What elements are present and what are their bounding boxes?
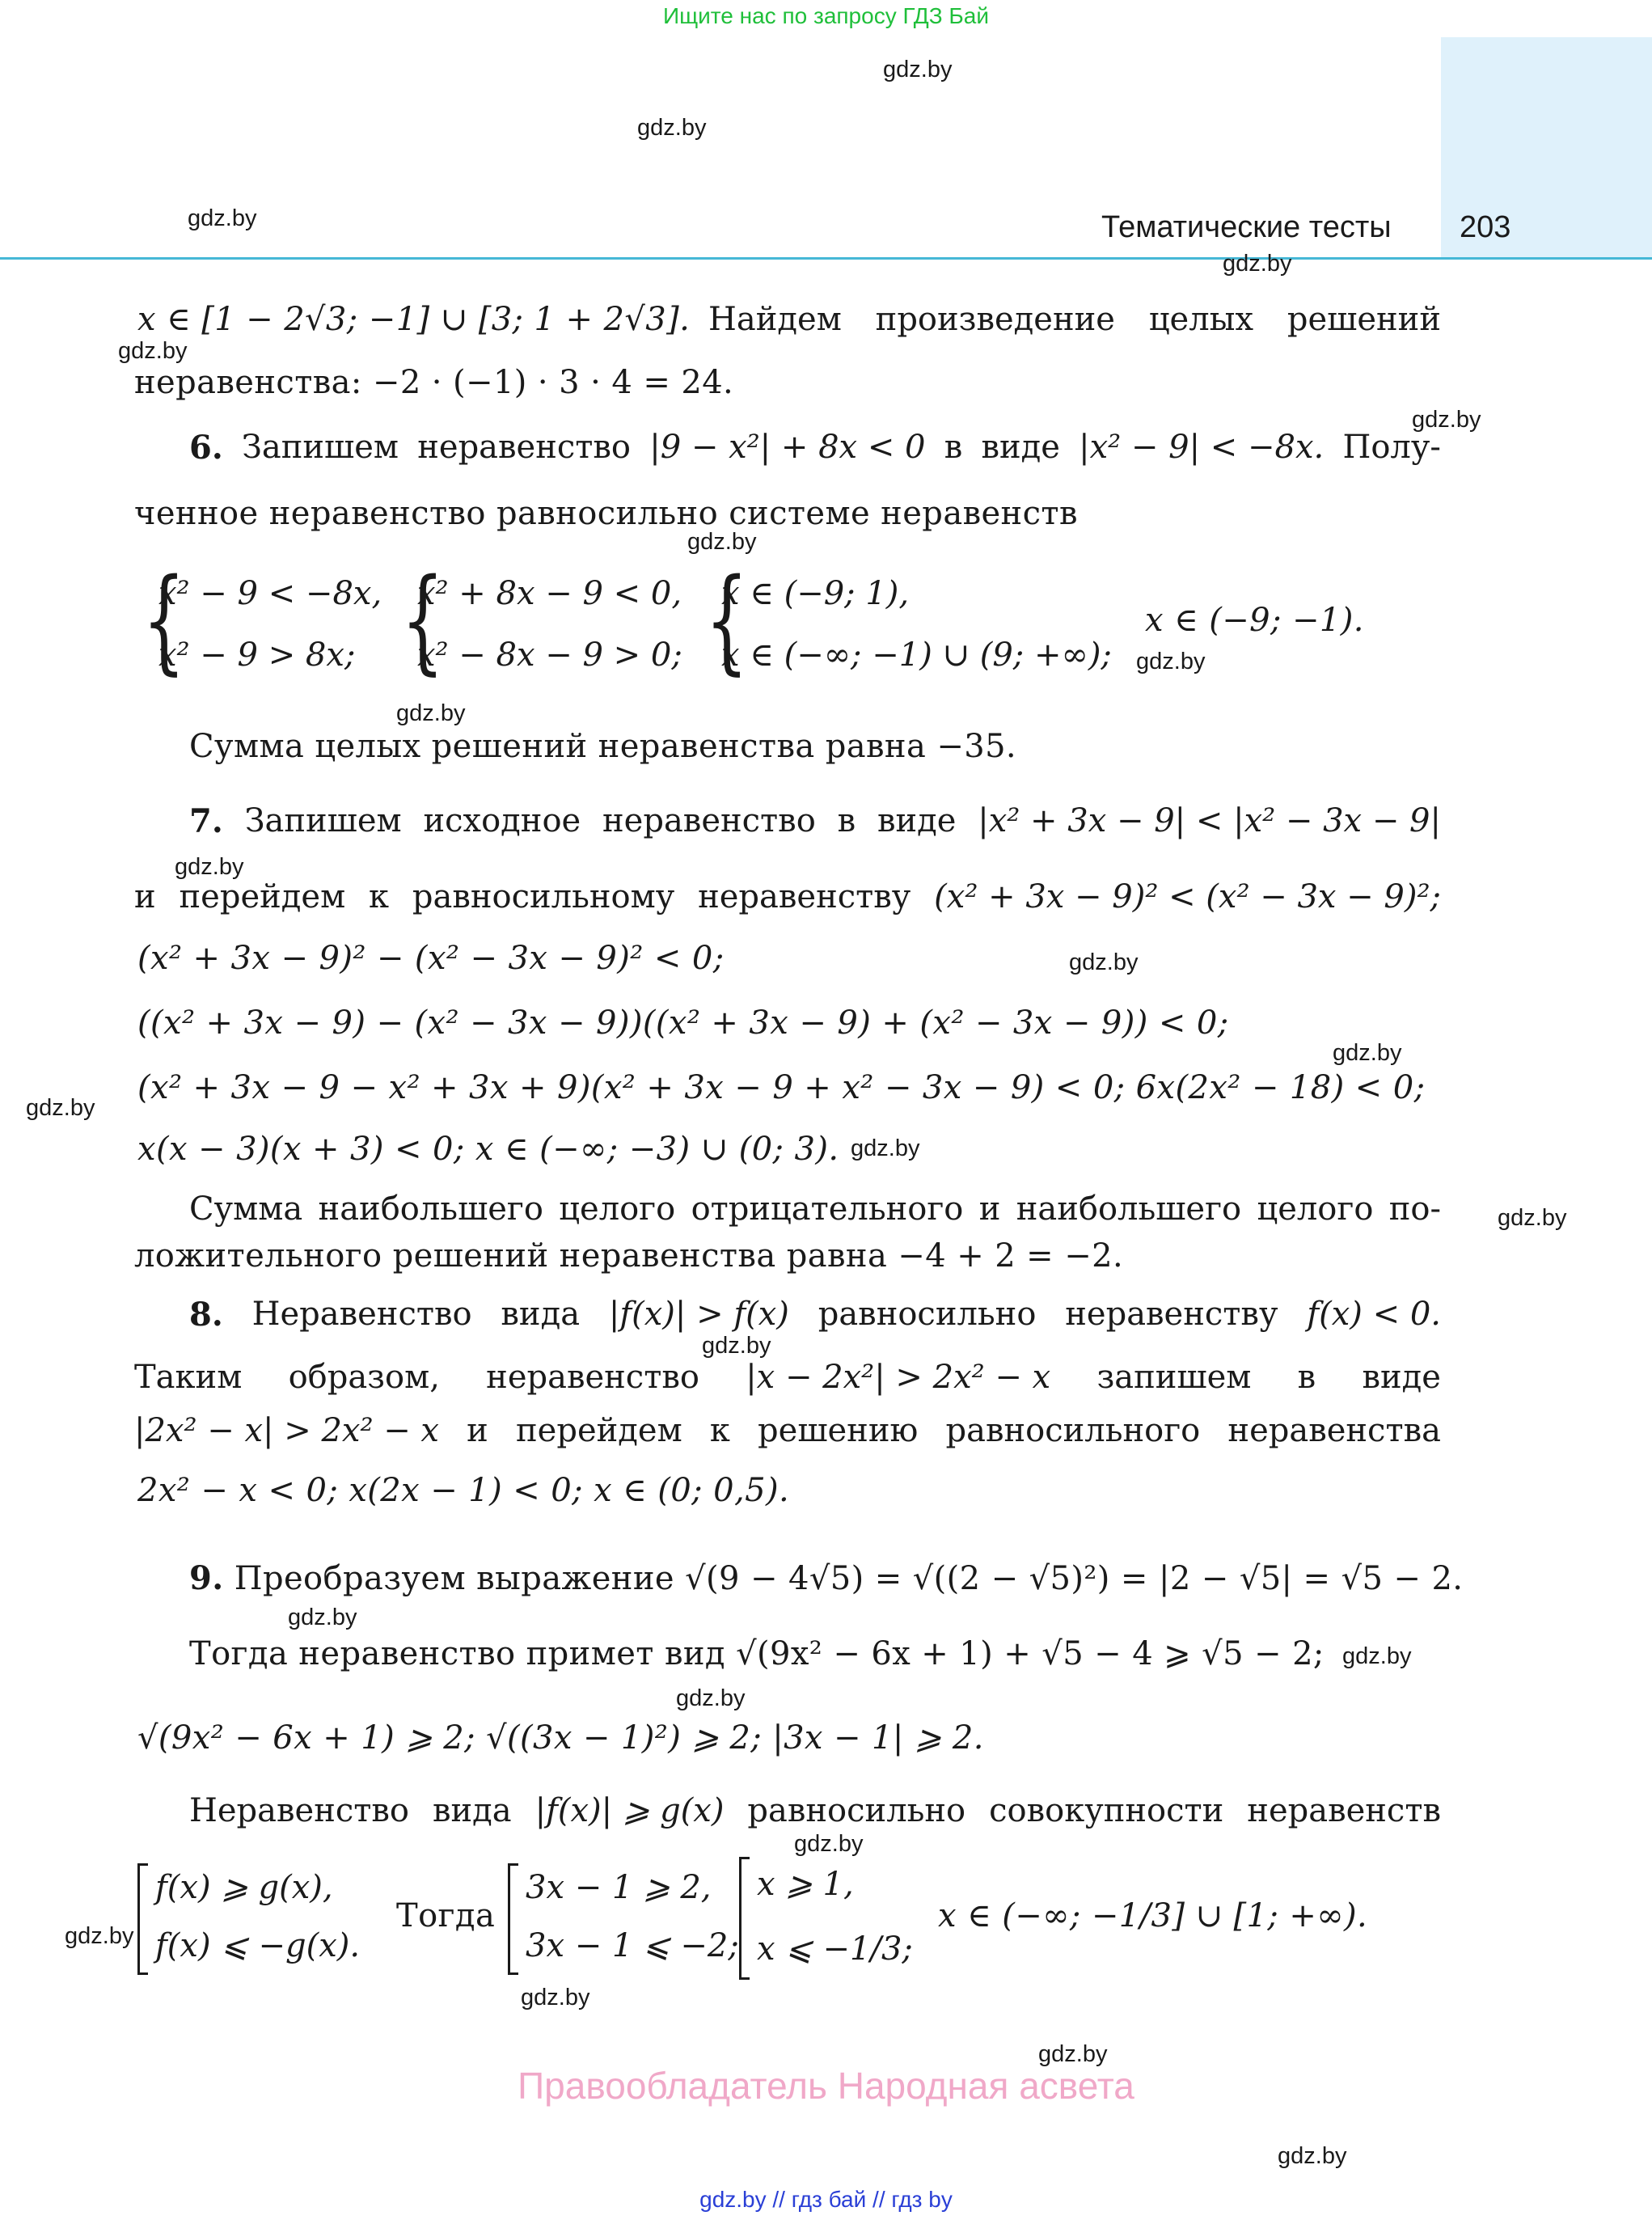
system-row: x² − 9 < −8x, <box>158 575 382 612</box>
watermark: gdz.by <box>1038 2041 1108 2067</box>
footer-links[interactable]: gdz.by // гдз бай // гдз by <box>699 2187 953 2212</box>
set-row: f(x) ⩽ −g(x). <box>155 1927 361 1964</box>
word: отрицательного <box>691 1190 964 1228</box>
solution-line <box>189 1190 1441 1228</box>
solution-line: 2x² − x < 0; x(2x − 1) < 0; x ∈ (0; 0,5). <box>137 1472 790 1509</box>
solution-line: (x² + 3x − 9)² − (x² − 3x − 9)² < 0; <box>137 940 725 977</box>
system-row: x² − 9 > 8x; <box>158 636 356 674</box>
watermark: gdz.by <box>1342 1643 1412 1669</box>
word: и <box>467 1412 488 1449</box>
word: Полу- <box>1342 429 1441 466</box>
word: целого <box>559 1190 676 1228</box>
word: Неравенство <box>189 1792 409 1829</box>
watermark: gdz.by <box>676 1685 746 1711</box>
word: и <box>134 878 156 915</box>
watermark: gdz.by <box>396 700 466 726</box>
formula: (x² + 3x − 9)² < (x² − 3x − 9)²; <box>934 878 1441 915</box>
problem-number: 8. <box>189 1296 223 1334</box>
solution-line <box>134 1412 1441 1449</box>
watermark: gdz.by <box>1412 407 1481 433</box>
solution-line: ченное неравенство равносильно системе неравенств <box>134 495 1078 532</box>
system-row: x² + 8x − 9 < 0, <box>417 575 682 612</box>
word: равносильному <box>412 878 675 915</box>
watermark: gdz.by <box>794 1831 864 1857</box>
solution-line: Сумма целых решений неравенства равна −35. <box>189 728 1017 765</box>
word: по- <box>1388 1190 1441 1228</box>
set-row: f(x) ⩾ g(x), <box>155 1869 333 1906</box>
word: решению <box>758 1412 919 1449</box>
solution-line: √(9x² − 6x + 1) ⩾ 2; √((3x − 1)²) ⩾ 2; |3x − 1| ⩾ 2. <box>137 1719 984 1757</box>
word: Запишем <box>244 802 402 839</box>
watermark: gdz.by <box>288 1605 357 1630</box>
problem-number: 9. <box>189 1559 224 1597</box>
system-row: x ∈ (−9; 1), <box>721 575 910 612</box>
watermark: gdz.by <box>1223 251 1292 277</box>
set-row: x ⩽ −1/3; <box>757 1930 913 1968</box>
word: и <box>978 1190 1001 1228</box>
word: неравенству <box>698 878 911 915</box>
formula: f(x) < 0. <box>1307 1296 1441 1333</box>
word: равносильно <box>747 1792 966 1829</box>
word: исходное <box>423 802 581 839</box>
word: неравенству <box>1065 1296 1278 1333</box>
solution-line: Тогда неравенство примет вид √(9x² − 6x + 1) + √5 − 4 ⩾ √5 − 2; <box>189 1635 1325 1672</box>
word: виде <box>1362 1359 1441 1396</box>
top-promo-note: Ищите нас по запросу ГДЗ Бай <box>662 3 990 28</box>
system-row: x² − 8x − 9 > 0; <box>417 636 682 674</box>
word: к <box>709 1412 730 1449</box>
problem-6-intro <box>189 429 1441 467</box>
word: наибольшего <box>1016 1190 1242 1228</box>
watermark: gdz.by <box>1333 1040 1402 1066</box>
copyright-notice: Правообладатель Народная асвета <box>518 2065 1134 2107</box>
problem-9-intro <box>189 1559 1463 1597</box>
word: виде <box>877 802 957 839</box>
watermark: gdz.by <box>702 1333 771 1359</box>
solution-line <box>134 1359 1441 1396</box>
word: совокупности <box>989 1792 1224 1829</box>
solution-line <box>134 878 1441 915</box>
word: в <box>837 802 856 839</box>
bracket <box>508 1863 518 1975</box>
solution-line <box>189 1792 1441 1829</box>
watermark: gdz.by <box>1498 1205 1567 1231</box>
word: неравенство <box>417 429 632 466</box>
word: целых <box>1148 301 1254 338</box>
page-number: 203 <box>1460 210 1511 244</box>
brace: { <box>142 555 186 687</box>
word: запишем <box>1096 1359 1252 1396</box>
header-rule <box>0 257 1652 260</box>
bracket <box>739 1857 750 1980</box>
word: Запишем <box>241 429 399 466</box>
brace: { <box>705 555 749 687</box>
formula: Преобразуем выражение √(9 − 4√5) = √((2 − √5)²) = |2 − √5| = √5 − 2. <box>234 1560 1464 1597</box>
solution-line: ((x² + 3x − 9) − (x² − 3x − 9))((x² + 3x − 9) + (x² − 3x − 9)) < 0; <box>137 1004 1229 1042</box>
set-b <box>526 1858 739 1975</box>
word: в <box>944 429 963 466</box>
word: равносильно <box>818 1296 1037 1333</box>
word: вида <box>432 1792 512 1829</box>
watermark: gdz.by <box>1136 649 1206 674</box>
word: к <box>369 878 390 915</box>
formula: |x² + 3x − 9| < |x² − 3x − 9| <box>978 802 1441 839</box>
formula: |2x² − x| > 2x² − x <box>134 1412 439 1449</box>
problem-8-intro <box>189 1296 1441 1334</box>
word: неравенство <box>602 802 816 839</box>
word: Сумма <box>189 1190 303 1228</box>
system-row: x ∈ (−∞; −1) ∪ (9; +∞); <box>721 636 1112 674</box>
watermark: gdz.by <box>687 529 757 555</box>
word: произведение <box>875 301 1115 338</box>
solution-line: ложительного решений неравенства равна −4 + 2 = −2. <box>134 1237 1124 1275</box>
formula: |f(x)| > f(x) <box>608 1296 789 1333</box>
solution-line-interval: x ∈ [1 − 2√3; −1] ∪ [3; 1 + 2√3]. <box>137 301 691 338</box>
problem-7-intro <box>189 802 1441 840</box>
formula: |f(x)| ⩾ g(x) <box>534 1792 725 1829</box>
set-result: x ∈ (−∞; −1/3] ∪ [1; +∞). <box>938 1897 1368 1934</box>
word: вида <box>501 1296 581 1333</box>
word: Таким <box>134 1359 243 1396</box>
system-6-result: x ∈ (−9; −1). <box>1145 602 1364 639</box>
watermark: gdz.by <box>188 205 257 231</box>
watermark: gdz.by <box>1069 949 1139 975</box>
word: Найдем <box>708 301 842 338</box>
watermark: gdz.by <box>118 338 188 364</box>
problem-number: 6. <box>189 429 223 467</box>
watermark: gdz.by <box>637 115 707 141</box>
solution-line: x(x − 3)(x + 3) < 0; x ∈ (−∞; −3) ∪ (0; 3). <box>137 1131 839 1168</box>
set-row: 3x − 1 ⩾ 2, <box>526 1869 712 1906</box>
set-a <box>155 1858 360 1975</box>
set-c <box>757 1852 913 1981</box>
word: целого <box>1257 1190 1374 1228</box>
word: решений <box>1287 301 1441 338</box>
solution-line: неравенства: −2 · (−1) · 3 · 4 = 24. <box>134 364 734 401</box>
watermark: gdz.by <box>175 854 244 880</box>
formula: |x² − 9| < −8x. <box>1079 429 1325 466</box>
system-6c <box>705 555 1112 687</box>
word: наибольшего <box>318 1190 543 1228</box>
system-6b <box>401 555 682 687</box>
word: образом, <box>288 1359 440 1396</box>
bracket <box>137 1863 148 1975</box>
word: неравенства <box>1227 1412 1441 1449</box>
word: перейдем <box>179 878 346 915</box>
formula: |x − 2x²| > 2x² − x <box>746 1359 1051 1396</box>
problem-number: 7. <box>189 802 223 840</box>
word: перейдем <box>516 1412 682 1449</box>
word: виде <box>981 429 1060 466</box>
word: неравенство <box>486 1359 699 1396</box>
solution-line-text <box>708 301 1441 338</box>
word: Неравенство <box>251 1296 472 1333</box>
set-row: 3x − 1 ⩽ −2; <box>526 1927 739 1964</box>
watermark: gdz.by <box>65 1923 134 1949</box>
solution-line: (x² + 3x − 9 − x² + 3x + 9)(x² + 3x − 9 + x² − 3x − 9) < 0; 6x(2x² − 18) < 0; <box>137 1069 1426 1106</box>
watermark: gdz.by <box>851 1135 920 1161</box>
word: Тогда <box>396 1897 496 1934</box>
watermark: gdz.by <box>883 57 953 82</box>
set-row: x ⩾ 1, <box>757 1866 854 1903</box>
running-header-title: Тематические тесты <box>1101 210 1392 244</box>
watermark: gdz.by <box>26 1095 95 1121</box>
word: в <box>1297 1359 1316 1396</box>
word: равносильного <box>945 1412 1201 1449</box>
formula: |9 − x²| + 8x < 0 <box>649 429 926 466</box>
watermark: gdz.by <box>1278 2143 1347 2169</box>
watermark: gdz.by <box>521 1985 590 2010</box>
system-6a <box>142 555 382 687</box>
brace: { <box>401 555 445 687</box>
word: неравенств <box>1247 1792 1441 1829</box>
